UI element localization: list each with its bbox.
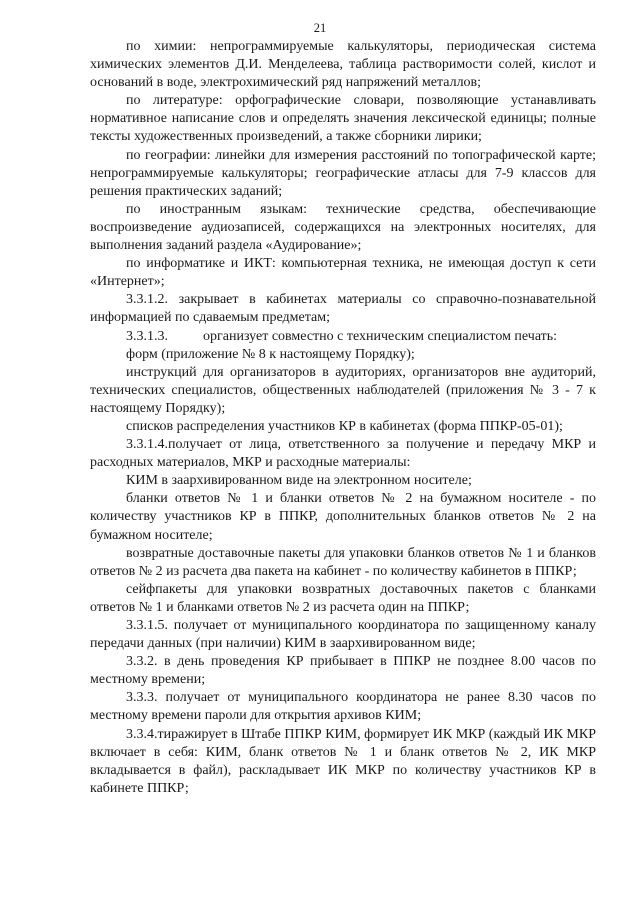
paragraph-geography: по географии: линейки для измерения расстояний по топографической карте; непрограммируемые калькуляторы; географические атласы для 7-9 классов для решения практических заданий; <box>90 147 596 199</box>
paragraph-3-3-3: 3.3.3. получает от муниципального координатора не ранее 8.30 часов по местному времени пароли для открытия архивов КИМ; <box>90 690 596 724</box>
paragraph-foreign-languages: по иностранным языкам: технические средства, обеспечивающие воспроизведение аудиозаписей, содержащихся на электронных носителях, для выполнения заданий раздела «Аудирование»; <box>90 201 596 254</box>
paragraph-answer-forms: бланки ответов № 1 и бланки ответов № 2 на бумажном носителе - по количеству участников КР в ППКР, дополнительных бланков ответов № 2 на бумажном носителе; <box>90 491 596 543</box>
paragraph-3-3-1-4: 3.3.1.4.получает от лица, ответственного за получение и передачу МКР и расходных материалов, МКР и расходные материалы: <box>90 437 596 471</box>
paragraph-chemistry: по химии: непрограммируемые калькуляторы, периодическая система химических элементов Д.И. Менделеева, таблица растворимости солей, кислот и оснований в воде, электрохимический ряд напряжений металлов; <box>90 39 596 91</box>
paragraph-safe-packages: сейфпакеты для упаковки возвратных доставочных пакетов с бланками ответов № 1 и бланками ответов № 2 из расчета один на ППКР; <box>90 581 596 615</box>
paragraph-forms: форм (приложение № 8 к настоящему Порядку); <box>126 346 415 362</box>
paragraph-3-3-4: 3.3.4.тиражирует в Штабе ППКР КИМ, формирует ИК МКР (каждый ИК МКР включает в себя: КИМ, бланк ответов № 1 и бланк ответов № 2, ИК МКР вкладывается в файл), раскладывает ИК МКР по количеству участников КР в кабинете ППКР; <box>90 726 596 796</box>
paragraph-3-3-1-5: 3.3.1.5. получает от муниципального координатора по защищенному каналу передачи данных (при наличии) КИМ в заархивированном виде; <box>90 618 596 652</box>
paragraph-literature: по литературе: орфографические словари, позволяющие устанавливать нормативное написание слов и определять значения лексической единицы; полные тексты художественных произведений, а также сборники лирики; <box>90 93 596 145</box>
paragraph-3-3-1-3: 3.3.1.3. организует совместно с техническим специалистом печать: <box>126 328 558 344</box>
paragraph-return-packages: возвратные доставочные пакеты для упаковки бланков ответов № 1 и бланков ответов № 2 из расчета два пакета на кабинет - по количеству кабинетов в ППКР; <box>90 545 596 579</box>
paragraph-kim-archive: КИМ в заархивированном виде на электронном носителе; <box>126 473 472 489</box>
page-number: 21 <box>313 21 327 35</box>
paragraph-instructions: инструкций для организаторов в аудиториях, организаторов вне аудиторий, технических специалистов, общественных наблюдателей (приложения № 3 - 7 к настоящему Порядку); <box>90 364 596 416</box>
paragraph-3-3-2: 3.3.2. в день проведения КР прибывает в ППКР не позднее 8.00 часов по местному времени; <box>90 654 596 688</box>
paragraph-informatics: по информатике и ИКТ: компьютерная техника, не имеющая доступ к сети «Интернет»; <box>90 256 596 290</box>
document-body <box>90 38 596 798</box>
paragraph-3-3-1-2: 3.3.1.2. закрывает в кабинетах материалы со справочно-познавательной информацией по сдаваемым предметам; <box>90 292 596 326</box>
paragraph-participant-lists: списков распределения участников КР в кабинетах (форма ППКР-05-01); <box>126 418 563 434</box>
